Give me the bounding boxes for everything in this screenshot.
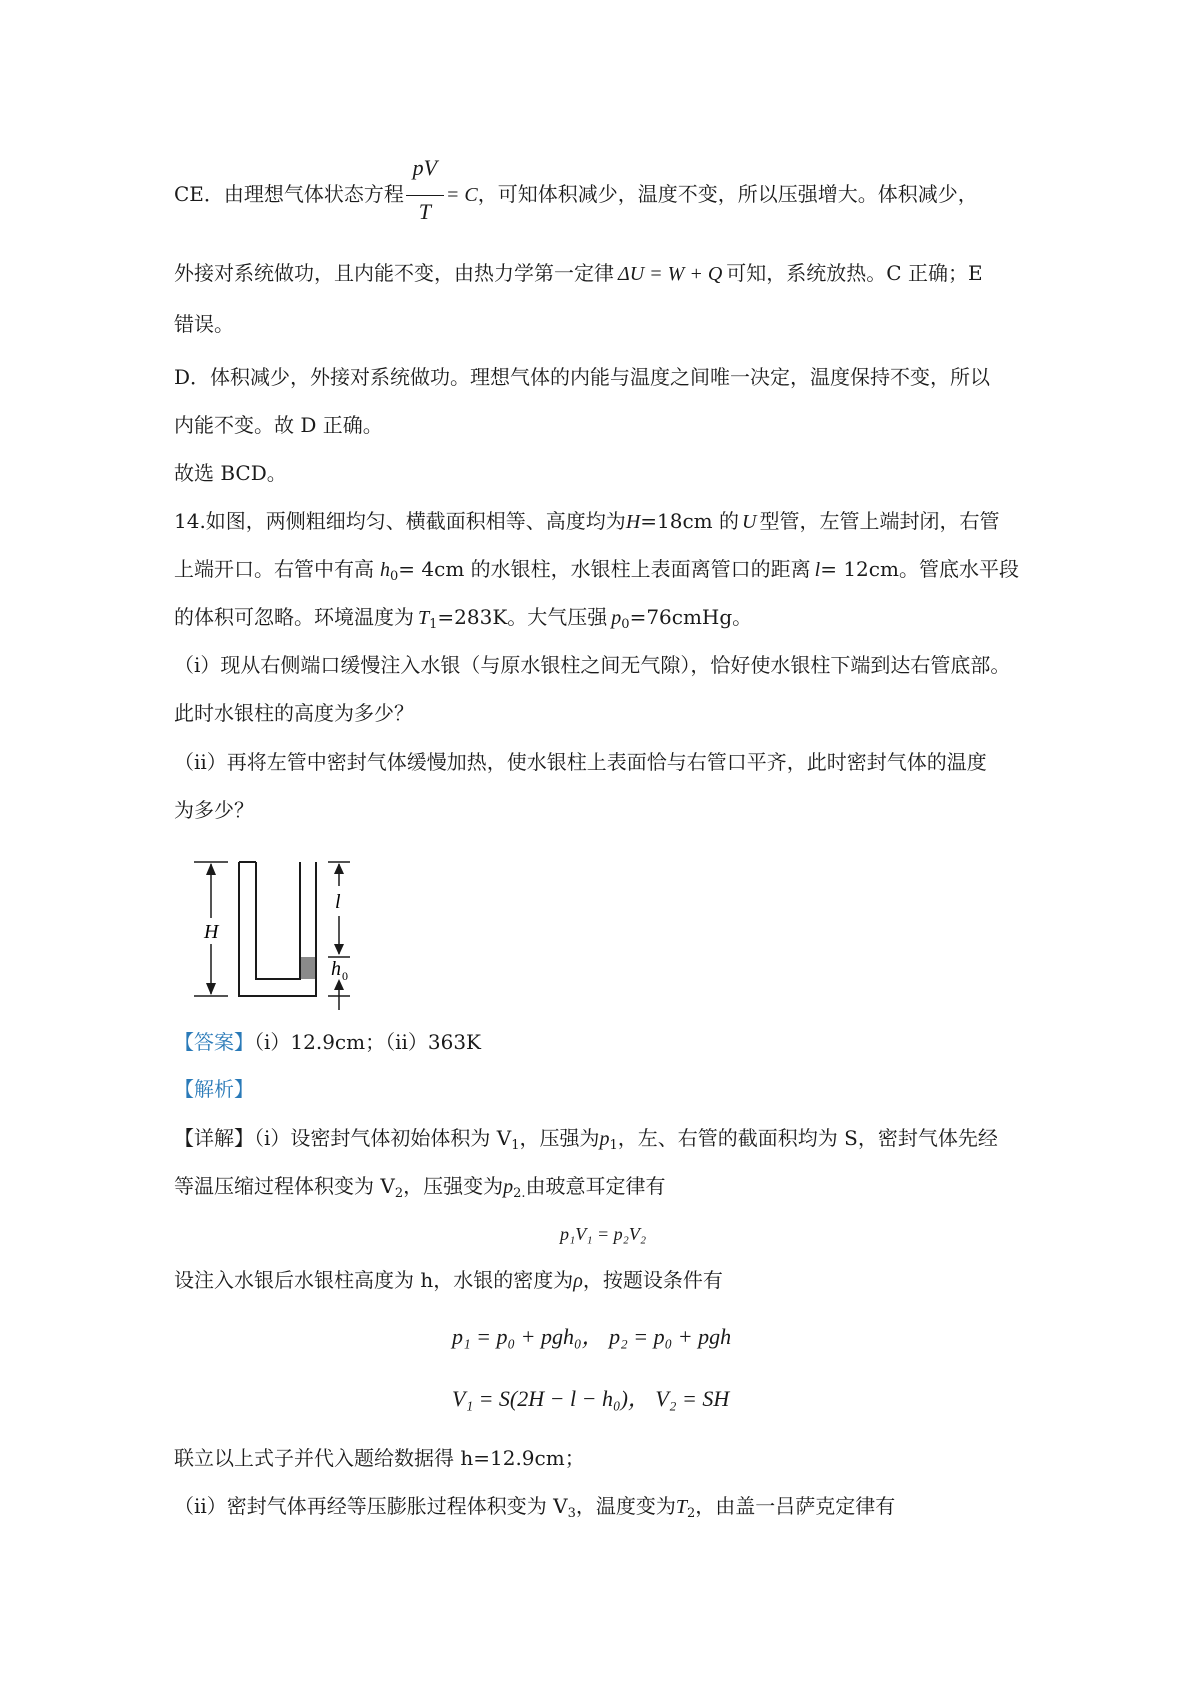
q14-l2-c: = 12cm。管底水平段	[820, 557, 1019, 581]
detail-line-4: 联立以上式子并代入题给数据得 h=12.9cm；	[174, 1446, 585, 1470]
fraction-denominator: T	[418, 198, 432, 224]
detail-line-2	[174, 1172, 666, 1208]
detail-l5-a: （ii）密封气体再经等压膨胀过程体积变为 V	[174, 1494, 568, 1518]
l-arrow-up-head	[334, 863, 344, 874]
q14-text-c: 型管，左管上端封闭，右管	[759, 509, 1000, 533]
detail-line-1	[174, 1124, 998, 1160]
q14-part-i-line-1: （i）现从右侧端口缓慢注入水银（与原水银柱之间无气隙），恰好使水银柱下端到达右管底部。	[174, 653, 1011, 677]
fraction-numerator: pV	[412, 154, 438, 180]
detail-l2-sub: 2	[394, 1186, 404, 1201]
var-T-sub: 1	[429, 617, 438, 632]
d-line-2: 内能不变。故 D 正确。	[174, 413, 383, 437]
fraction-bar	[406, 195, 444, 196]
var-h: h	[380, 559, 390, 581]
detail-l3-a: 设注入水银后水银柱高度为 h，水银的密度为	[174, 1268, 574, 1292]
var-p2-sub: 2.	[513, 1186, 526, 1201]
var-H: H	[625, 511, 641, 533]
ce-line-2	[174, 259, 983, 288]
choice-line: 故选 BCD。	[174, 461, 287, 485]
label-h0: h	[331, 958, 341, 980]
var-rho: ρ	[573, 1270, 583, 1292]
ce-line2-text: 外接对系统做功，且内能不变，由热力学第一定律	[174, 261, 614, 285]
detail-l5-b: ，温度变为	[575, 1494, 676, 1518]
equation-rhs: = C	[445, 184, 478, 206]
q14-l3-b: =283K。大气压强	[437, 605, 608, 629]
ce-line2-tail: 可知，系统放热。C 正确；E	[726, 261, 983, 285]
answer-text: （i）12.9cm；（ii）363K	[254, 1030, 482, 1054]
detail-l1-c: ，左、右管的截面积均为 S，密封气体先经	[617, 1126, 998, 1150]
var-l: l	[814, 559, 821, 581]
label-h0-sub: 0	[342, 969, 348, 983]
q14-line-2	[174, 555, 1019, 591]
q14-text-a: 14.如图，两侧粗细均匀、横截面积相等、高度均为	[174, 509, 626, 533]
detail-l3-b: ，按题设条件有	[582, 1268, 723, 1292]
q14-l3-c: =76cmHg。	[629, 605, 753, 629]
u-tube-inner-wall	[256, 862, 300, 979]
var-p1: p	[599, 1128, 610, 1150]
detail-line-5	[174, 1492, 895, 1528]
detail-l1-b: ，压强为	[519, 1126, 600, 1150]
boyle-equation: p₁V₁ = p₂V₂	[560, 1224, 647, 1244]
detail-tag: 【详解】	[174, 1126, 254, 1150]
h-arrow-down-head	[206, 983, 216, 995]
detail-l1-a: （i）设密封气体初始体积为 V	[254, 1126, 512, 1150]
var-T2: T	[675, 1496, 687, 1518]
first-law-equation: ΔU = W + Q	[618, 263, 723, 285]
detail-l2-c: 由玻意耳定律有	[525, 1174, 666, 1198]
q14-line-3	[174, 603, 752, 639]
label-H: H	[204, 921, 219, 943]
q14-part-i-line-2: 此时水银柱的高度为多少？	[174, 701, 414, 725]
u-tube-figure	[190, 858, 370, 1010]
l-arrow-down-head	[334, 944, 344, 955]
var-p: p	[611, 607, 622, 629]
volume-equations: V₁ = S(2H − l − h₀)， V₂ = SH	[452, 1386, 730, 1411]
answer-tag: 【答案】	[174, 1030, 254, 1054]
q14-l3-a: 的体积可忽略。环境温度为	[174, 605, 414, 629]
ce-line-3: 错误。	[174, 312, 234, 336]
ce-prefix: CE．由理想气体状态方程	[174, 182, 404, 206]
detail-l5-sub: 3	[567, 1506, 576, 1521]
q14-text-b: =18cm 的	[640, 509, 739, 533]
ideal-gas-fraction	[406, 154, 444, 224]
var-p2: p	[503, 1176, 514, 1198]
h-arrow-up-head	[206, 863, 216, 875]
var-p1-sub: 1	[609, 1138, 618, 1153]
q14-line-1	[174, 507, 999, 536]
pressure-equations: p₁ = p₀ + pgh₀， p₂ = p₀ + pgh	[452, 1324, 732, 1349]
d-line-1: D．体积减少，外接对系统做功。理想气体的内能与温度之间唯一决定，温度保持不变，所以	[174, 365, 991, 389]
q14-l2-a: 上端开口。右管中有高	[174, 557, 374, 581]
detail-l5-c: ，由盖一吕萨克定律有	[695, 1494, 896, 1518]
var-U: U	[742, 511, 757, 533]
var-p-sub: 0	[621, 617, 630, 632]
label-l: l	[335, 891, 341, 913]
var-h-sub: 0	[390, 569, 399, 584]
detail-l1-sub: 1	[511, 1138, 520, 1153]
answer-line	[174, 1028, 481, 1056]
detail-l2-b: ，压强变为	[403, 1174, 504, 1198]
detail-line-3	[174, 1266, 723, 1295]
ce-suffix: ，可知体积减少，温度不变，所以压强增大。体积减少，	[477, 182, 978, 206]
var-T: T	[418, 607, 430, 629]
var-T2-sub: 2	[687, 1506, 696, 1521]
q14-part-ii-line-1: （ii）再将左管中密封气体缓慢加热，使水银柱上表面恰与右管口平齐，此时密封气体的温度	[174, 750, 987, 774]
q14-l2-b: = 4cm 的水银柱，水银柱上表面离管口的距离	[398, 557, 811, 581]
detail-l2-a: 等温压缩过程体积变为 V	[174, 1174, 395, 1198]
ce-line-1	[174, 154, 978, 224]
mercury-column	[301, 957, 315, 979]
analysis-tag: 【解析】	[174, 1077, 254, 1101]
q14-part-ii-line-2: 为多少？	[174, 798, 254, 822]
